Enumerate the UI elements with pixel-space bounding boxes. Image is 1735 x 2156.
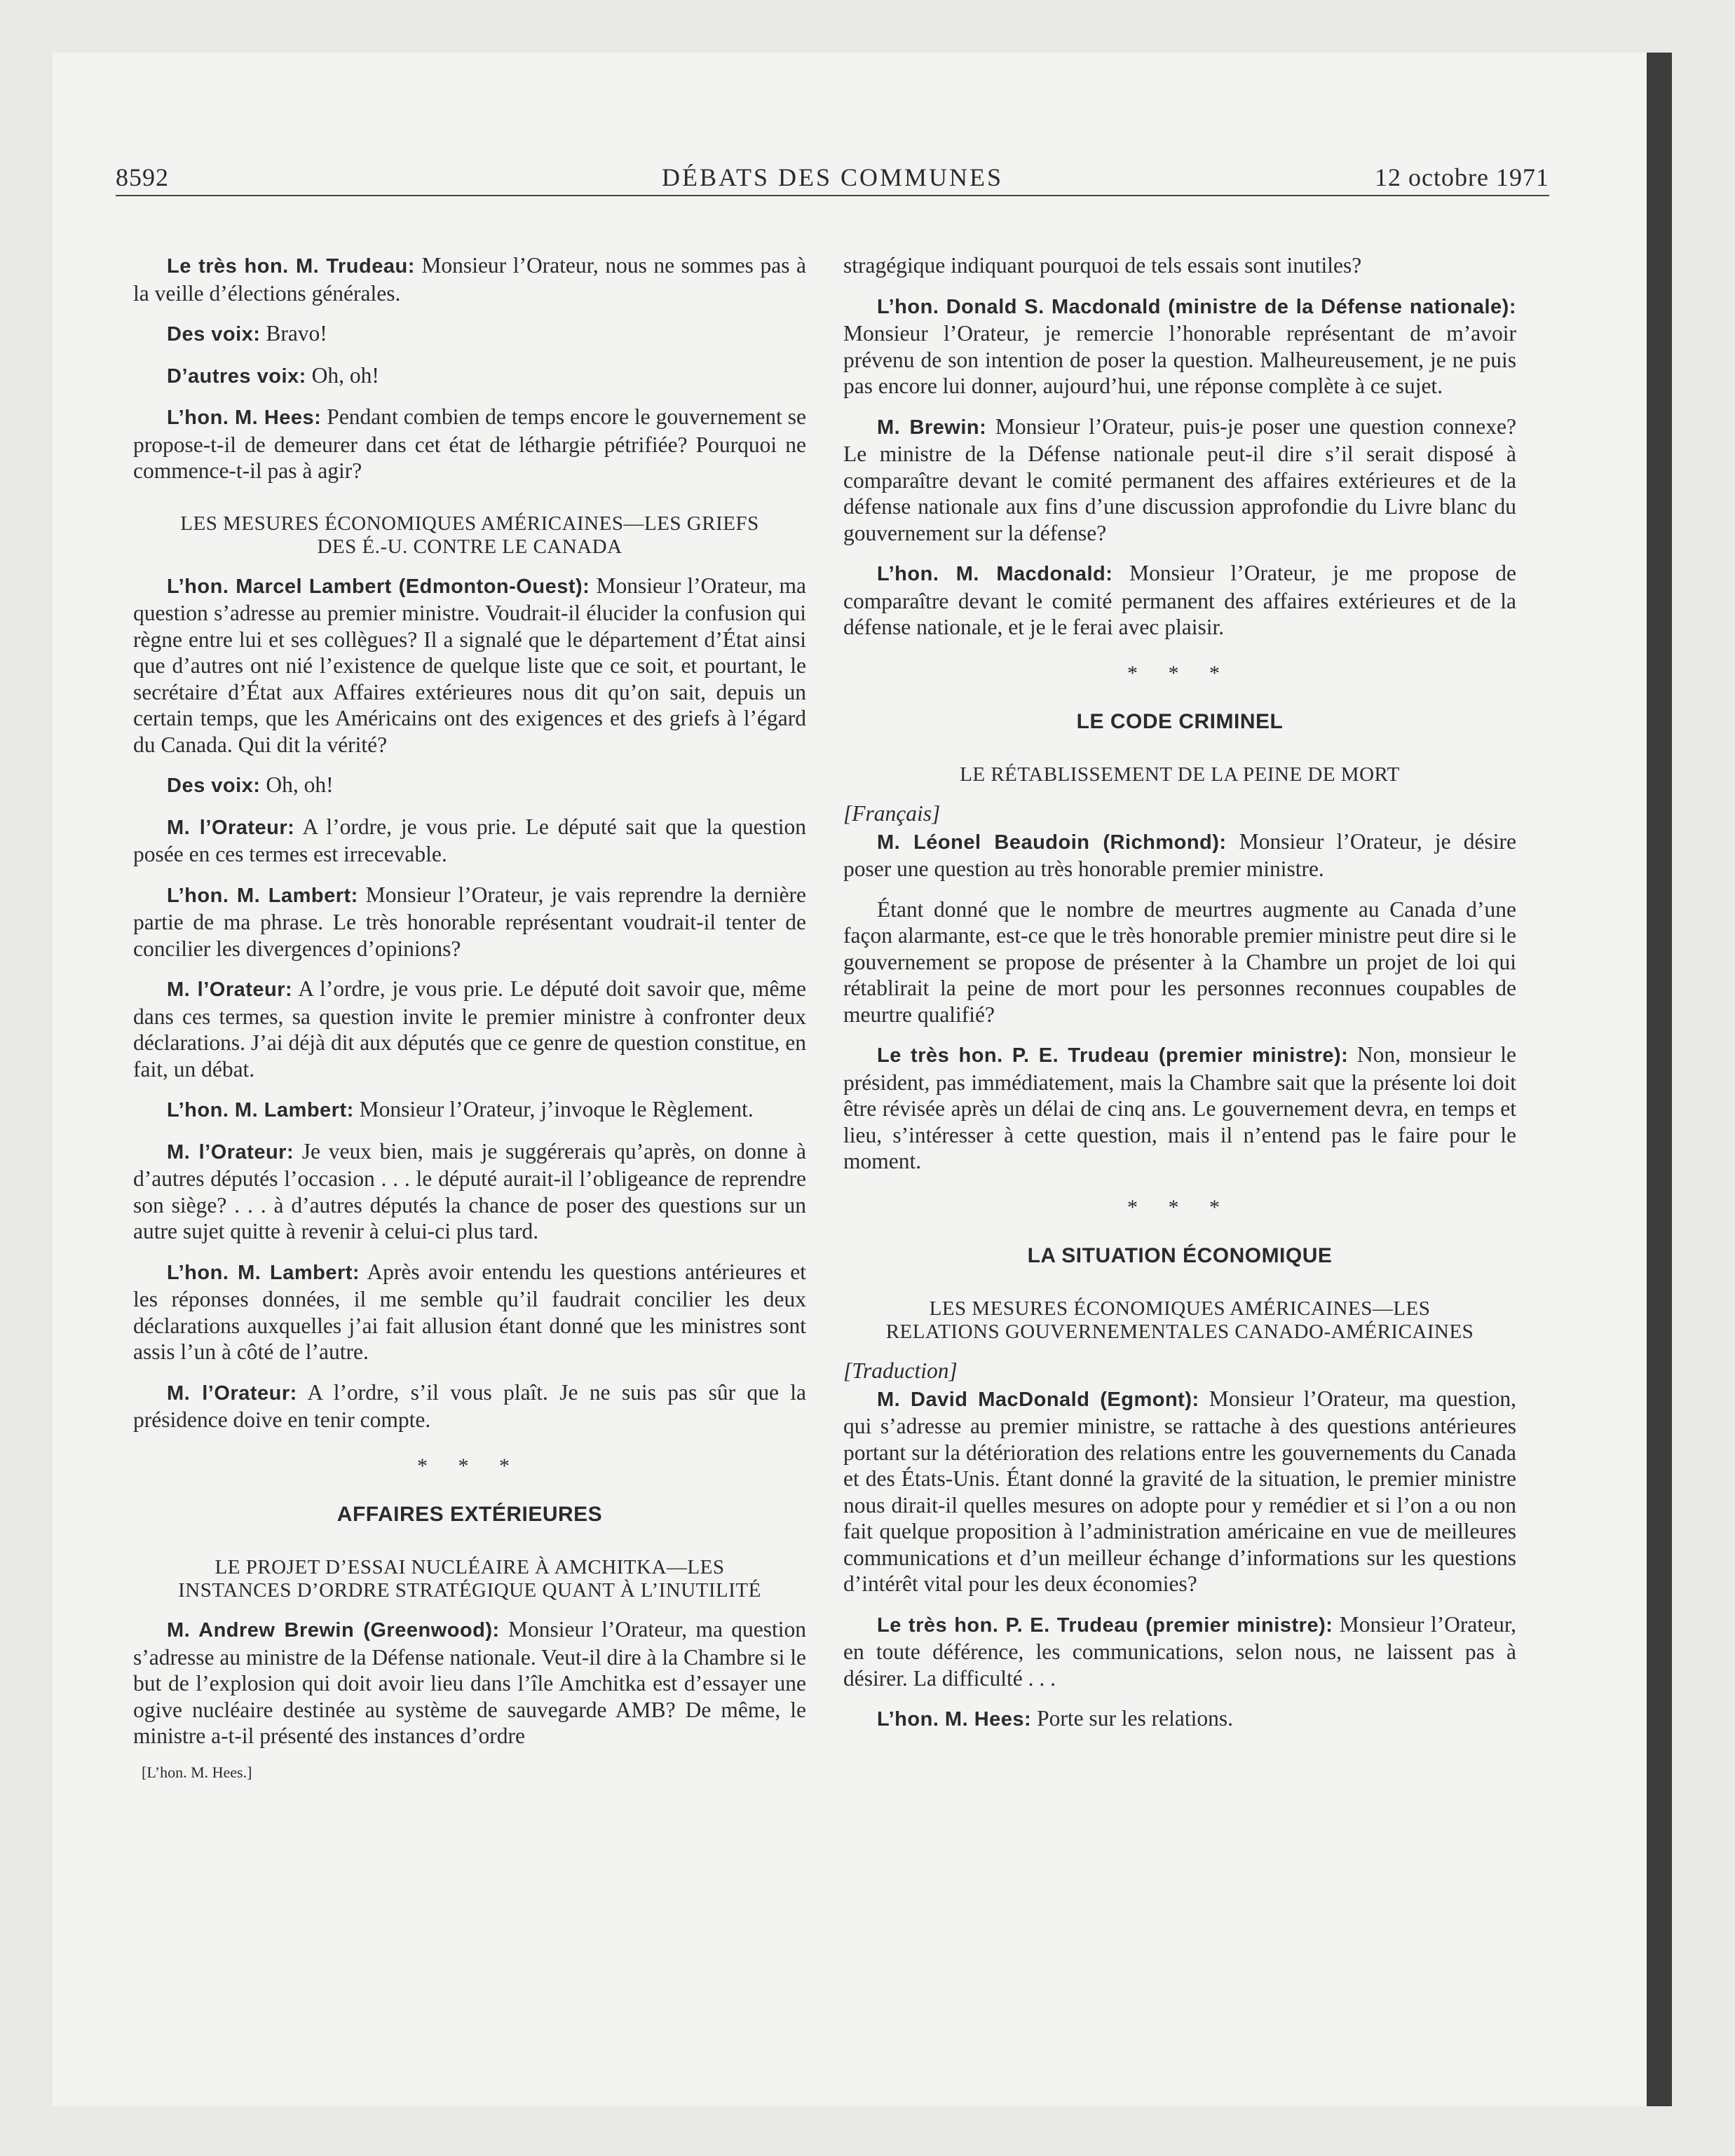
speech-paragraph: [843, 560, 1516, 641]
speech-text: Oh, oh!: [266, 772, 334, 797]
speaker-name: M. Léonel Beaudoin (Richmond):: [877, 831, 1227, 854]
running-title: DÉBATS DES COMMUNES: [661, 163, 1004, 191]
section-subheading: LES MESURES ÉCONOMIQUES AMÉRICAINES—LES RELATIONS GOUVERNEMENTALES CANADO-AMÉRICAINES: [885, 1297, 1474, 1343]
speech-paragraph: [133, 573, 806, 758]
speech-text: Oh, oh!: [311, 362, 379, 388]
speech-text: Bravo!: [266, 321, 327, 346]
speaker-name: D’autres voix:: [167, 364, 306, 388]
speech-paragraph: [843, 1611, 1516, 1692]
section-separator: * * *: [1127, 661, 1232, 685]
speech-text: Monsieur l’Orateur, j’invoque le Règlement.: [359, 1097, 754, 1121]
speech-paragraph: [133, 320, 806, 348]
speaker-name: Le très hon. P. E. Trudeau (premier ministre):: [877, 1613, 1333, 1637]
speech-paragraph: [843, 1042, 1516, 1175]
speech-text: Monsieur l’Orateur, nous ne sommes pas à la veille d’élections générales.: [133, 253, 806, 306]
speech-paragraph: [133, 404, 806, 484]
left-column: [133, 252, 806, 1782]
speech-text: A l’ordre, je vous prie. Le député doit savoir que, même dans ces termes, sa question invite le premier ministre à confronter deux déclarations. J’ai déjà dit aux députés que ce genre de question constitue, en fait, un débat.: [133, 976, 806, 1082]
speech-text: Pendant combien de temps encore le gouvernement se propose-t-il de demeurer dans cet état de léthargie pétrifiée? Pourquoi ne commence-t-il pas à agir?: [133, 404, 806, 483]
speaker-name: M. Andrew Brewin (Greenwood):: [167, 1619, 500, 1642]
page-footnote: [L’hon. M. Hees.]: [142, 1763, 252, 1781]
speaker-name: M. l’Orateur:: [167, 1140, 294, 1164]
speaker-name: L’hon. Marcel Lambert (Edmonton-Ouest):: [167, 575, 590, 598]
speaker-name: M. l’Orateur:: [167, 978, 293, 1001]
section-subheading: LE PROJET D’ESSAI NUCLÉAIRE À AMCHITKA—LES INSTANCES D’ORDRE STRATÉGIQUE QUANT À L’INUTILITÉ: [178, 1556, 761, 1602]
speech-paragraph: [133, 362, 806, 390]
section-heading: LA SITUATION ÉCONOMIQUE: [1027, 1244, 1333, 1267]
speech-text: Monsieur l’Orateur, puis-je poser une question connexe? Le ministre de la Défense nationale peut-il dire s’il serait disposé à comparaître devant le comité permanent des affaires extérieures et de la défense nationale aux fins d’une discussion approfondie du Livre blanc du gouvernement sur la défense?: [843, 414, 1516, 545]
speech-paragraph: [133, 814, 806, 868]
speech-paragraph: [843, 828, 1516, 882]
running-header: [116, 161, 1549, 196]
speaker-name: L’hon. Donald S. Macdonald (ministre de la Défense nationale):: [877, 295, 1516, 318]
section-heading: LE CODE CRIMINEL: [1076, 710, 1284, 733]
speaker-name: M. l’Orateur:: [167, 1381, 297, 1405]
speech-text: Non, monsieur le président, pas immédiatement, mais la Chambre sait que la présente loi doit être révisée après un délai de cinq ans. Le gouvernement devra, en temps et lieu, s’intéresser à cette question, mais il n’entend pas le faire pour le moment.: [843, 1042, 1517, 1173]
speaker-name: L’hon. M. Macdonald:: [877, 563, 1113, 585]
section-heading: AFFAIRES EXTÉRIEURES: [336, 1503, 603, 1526]
speaker-name: M. David MacDonald (Egmont):: [877, 1388, 1199, 1411]
speech-text: Porte sur les relations.: [1037, 1706, 1234, 1731]
speech-paragraph: [133, 772, 806, 800]
speaker-name: L’hon. M. Hees:: [877, 1708, 1032, 1731]
speaker-name: L’hon. M. Hees:: [167, 407, 322, 429]
speech-paragraph: [843, 1386, 1516, 1597]
speaker-name: L’hon. M. Lambert:: [167, 1261, 360, 1284]
speech-text: A l’ordre, s’il vous plaît. Je ne suis pas sûr que la présidence doive en tenir compte.: [133, 1379, 806, 1432]
page-date: 12 octobre 1971: [1375, 163, 1549, 191]
language-tag: [Traduction]: [843, 1358, 958, 1383]
speaker-name: Le très hon. M. Trudeau:: [167, 255, 415, 278]
language-tag: [Français]: [843, 801, 941, 826]
continued-paragraph: stragégique indiquant pourquoi de tels essais sont inutiles?: [843, 253, 1362, 278]
speech-text: Monsieur l’Orateur, ma question, qui s’adresse au premier ministre, se rattache à des questions antérieures portant sur la détérioration des relations entre les gouvernements du Canada et des États-Unis. Étant donné la gravité de la situation, le premier ministre nous dirait-il quelles mesures on adopte pour y remédier et si l’on a ou non fait quelque proposition à l’administration américaine en vue de meilleures communications et d’un meilleur échange d’informations sur les questions d’intérêt vital pour les deux économies?: [843, 1386, 1517, 1596]
speech-text: Monsieur l’Orateur, ma question s’adresse au premier ministre. Voudrait-il élucider la confusion qui règne entre lui et ses collègues? Il a signalé que le département d’État ainsi que d’autres ont nié l’existence de quelque liste que ce soit, et pourtant, le secrétaire d’État aux Affaires extérieures nous dit qu’on sait, depuis un certain temps, que les Américains ont des exigences et des griefs à l’égard du Canada. Qui dit la vérité?: [133, 573, 806, 757]
speech-paragraph: [133, 1138, 806, 1245]
speech-paragraph: [843, 293, 1516, 400]
speaker-name: M. Brewin:: [877, 416, 987, 439]
speech-paragraph: [843, 1705, 1516, 1733]
section-subheading: LE RÉTABLISSEMENT DE LA PEINE DE MORT: [960, 763, 1400, 786]
speech-text: Monsieur l’Orateur, je remercie l’honorable représentant de m’avoir prévenu de son intention de poser la question. Malheureusement, je ne puis pas encore lui donner, aujourd’hui, une réponse complète à ce sujet.: [843, 321, 1516, 398]
speech-paragraph: [133, 976, 806, 1082]
speech-paragraph: [133, 1096, 806, 1124]
speech-text: Monsieur l’Orateur, je désire poser une question au très honorable premier ministre.: [843, 828, 1517, 881]
speech-paragraph: [843, 414, 1516, 547]
right-column: [843, 252, 1516, 1747]
speech-text: Monsieur l’Orateur, en toute déférence, les communications, selon nous, ne laissent pas à désirer. La difficulté . . .: [843, 1611, 1516, 1691]
speaker-name: L’hon. M. Lambert:: [167, 884, 358, 907]
speech-paragraph: [133, 882, 806, 962]
speech-paragraph: [133, 1379, 806, 1433]
paragraph: Étant donné que le nombre de meurtres augmente au Canada d’une façon alarmante, est-ce que le très honorable premier ministre peut dire si le gouvernement se propose de présenter à la Chambre un projet de loi qui rétablirait la peine de mort pour les personnes reconnues coupables de meurtre qualifié?: [843, 896, 1516, 1027]
speaker-name: Des voix:: [167, 775, 261, 797]
speech-text: Monsieur l’Orateur, je me propose de comparaître devant le comité permanent des affaires extérieures et de la défense nationale, et je le ferai avec plaisir.: [843, 561, 1516, 639]
section-separator: * * *: [1127, 1195, 1232, 1219]
speech-text: A l’ordre, je vous prie. Le député sait que la question posée en ces termes est irrecevable.: [133, 814, 806, 866]
speaker-name: Des voix:: [167, 323, 261, 346]
speech-paragraph: [133, 252, 806, 306]
section-subheading: LES MESURES ÉCONOMIQUES AMÉRICAINES—LES GRIEFS DES É.-U. CONTRE LE CANADA: [180, 512, 759, 558]
scan-edge: [1647, 53, 1672, 2106]
speech-text: Monsieur l’Orateur, ma question s’adresse au ministre de la Défense nationale. Veut-il dire à la Chambre si le but de l’explosion qui doit avoir lieu dans l’île Amchitka est d’essayer une ogive nucléaire destinée au système de sauvegarde AMB? De même, le ministre a-t-il présenté des instances d’ordre: [133, 1617, 807, 1748]
section-separator: * * *: [417, 1454, 522, 1478]
page-number: 8592: [116, 163, 169, 191]
speech-text: Je veux bien, mais je suggérerais qu’après, on donne à d’autres députés l’occasion . . . le député aurait-il l’obligeance de reprendre son siège? . . . à d’autres députés la chance de poser des questions sur un autre sujet quitte à revenir à celui-ci plus tard.: [133, 1138, 806, 1243]
speaker-name: L’hon. M. Lambert:: [167, 1099, 354, 1121]
speech-text: Après avoir entendu les questions antérieures et les réponses données, il me semble qu’il faudrait concilier les deux déclarations auxquelles j’ai fait allusion étant donné que les ministres sont assis l’un à côté de l’autre.: [133, 1259, 806, 1364]
speech-text: Monsieur l’Orateur, je vais reprendre la dernière partie de ma phrase. Le très honorable représentant voudrait-il tenter de concilier les divergences d’opinions?: [133, 882, 806, 961]
speaker-name: Le très hon. P. E. Trudeau (premier ministre):: [877, 1044, 1349, 1067]
speaker-name: M. l’Orateur:: [167, 816, 295, 839]
speech-paragraph: [133, 1616, 806, 1749]
speech-paragraph: [133, 1259, 806, 1365]
